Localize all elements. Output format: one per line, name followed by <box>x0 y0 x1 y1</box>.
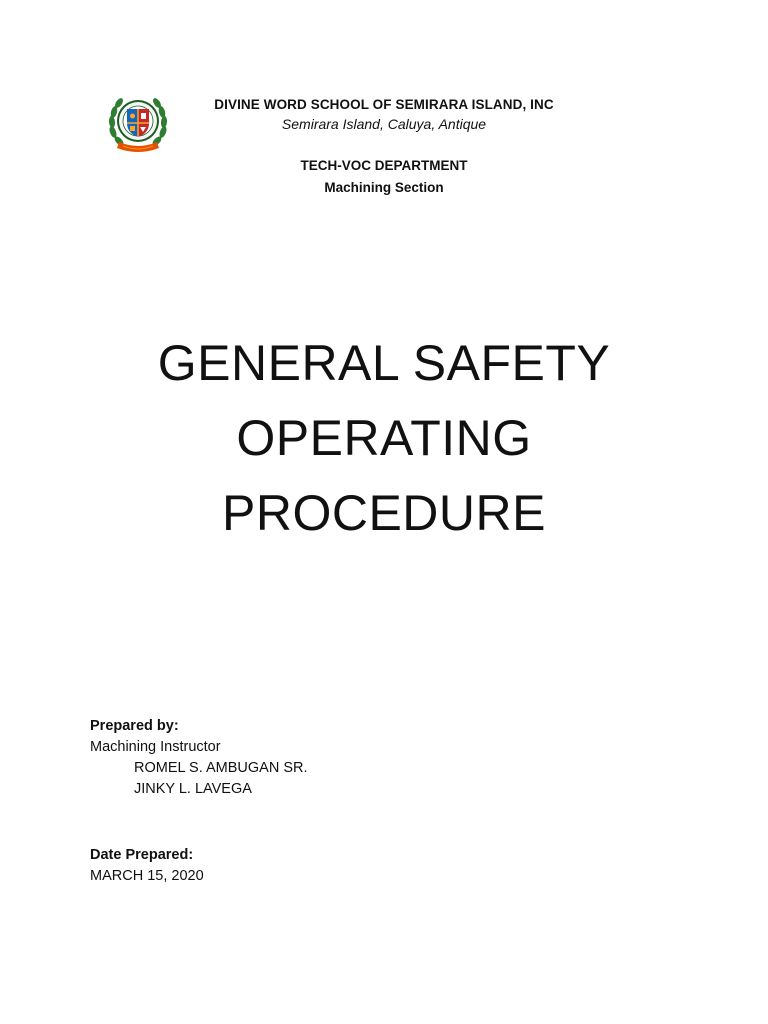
prepared-by-block <box>90 716 308 800</box>
prepared-by-label: Prepared by: <box>90 718 179 734</box>
preparer-role: Machining Instructor <box>90 739 221 755</box>
document-header <box>160 96 608 197</box>
title-line: GENERAL SAFETY <box>157 335 611 391</box>
preparer-name: ROMEL S. AMBUGAN SR. <box>134 760 308 776</box>
date-prepared-block <box>90 845 204 887</box>
date-prepared-label: Date Prepared: <box>90 847 194 863</box>
preparer-name: JINKY L. LAVEGA <box>134 781 252 797</box>
date-prepared-value: MARCH 15, 2020 <box>90 868 204 884</box>
section-name: Machining Section <box>324 180 444 195</box>
title-line: OPERATING <box>236 410 532 466</box>
title-line: PROCEDURE <box>222 485 546 541</box>
school-name: DIVINE WORD SCHOOL OF SEMIRARA ISLAND, INC <box>214 97 554 112</box>
department-name: TECH-VOC DEPARTMENT <box>300 158 468 173</box>
school-address: Semirara Island, Caluya, Antique <box>281 116 487 132</box>
document-title <box>0 326 768 551</box>
